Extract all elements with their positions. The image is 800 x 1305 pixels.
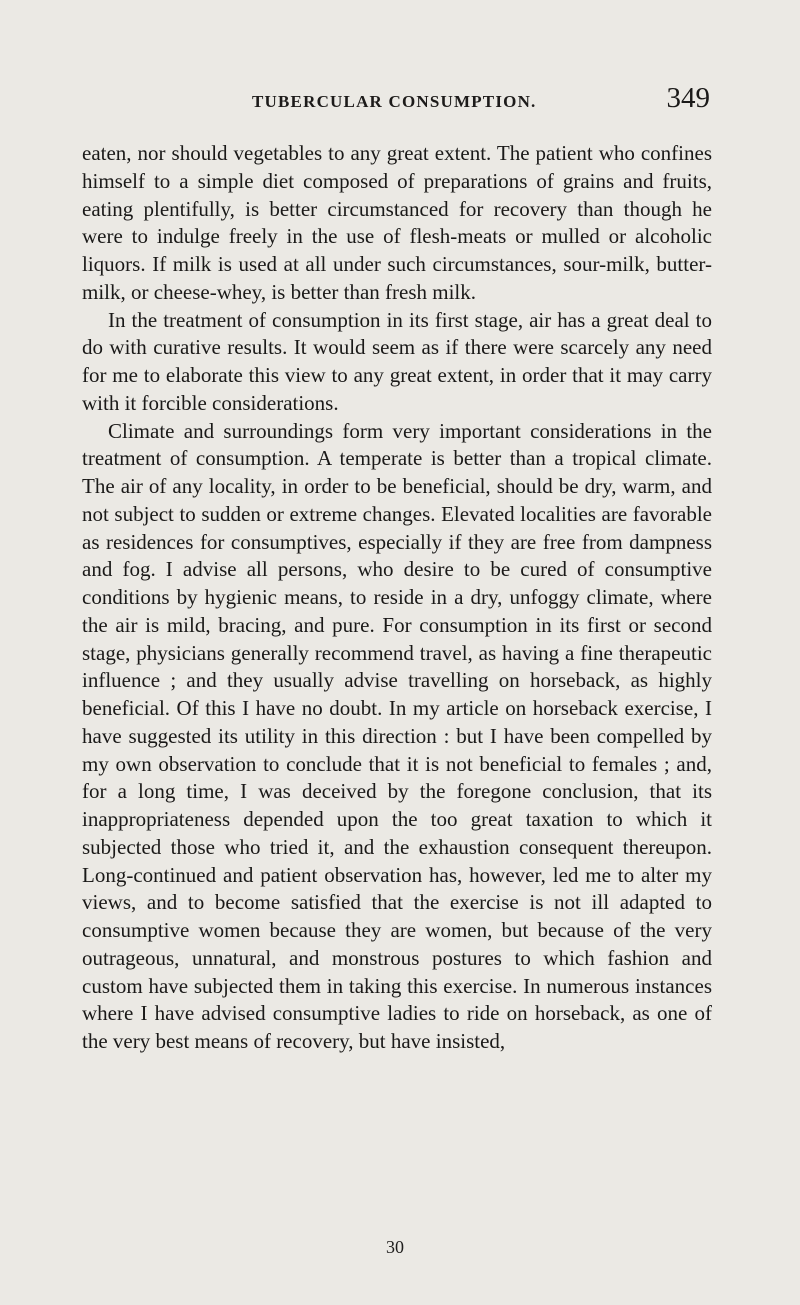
paragraph-2: In the treatment of consumption in its first stage, air has a great deal to do with curative results. It would seem as if there were scarcely any need for me to elaborate this view to any great extent, in order that it may carry with it forcible considerations. bbox=[82, 307, 712, 415]
page-header bbox=[82, 82, 712, 116]
paragraph-1: eaten, nor should vegetables to any great extent. The patient who confines himself to a simple diet composed of preparations of grains and fruits, eating plentifully, is better circumstanced for recovery than though he were to indulge freely in the use of flesh-meats or mulled or alcoholic liquors. If milk is used at all under such circumstances, sour-milk, butter-milk, or cheese-whey, is better than fresh milk. bbox=[82, 141, 712, 304]
body-text bbox=[82, 140, 712, 1056]
paragraph-3: Climate and surroundings form very important considerations in the treatment of consumption. A temperate is better than a tropical climate. The air of any locality, in order to be beneficial, should be dry, warm, and not subject to sudden or extreme changes. Elevated localities are favorable as residences for consumptives, especially if they are free from dampness and fog. I advise all persons, who desire to be cured of consumptive conditions by hygienic means, to reside in a dry, unfoggy climate, where the air is mild, bracing, and pure. For consumption in its first or second stage, physicians generally recommend travel, as having a fine therapeutic influence ; and they usually advise travelling on horseback, as highly beneficial. Of this I have no doubt. In my article on horseback exercise, I have suggested its utility in this direction : but I have been compelled by my own observation to conclude that it is not beneficial to females ; and, for a long time, I was deceived by the foregone conclusion, that its inappropriateness depended upon the too great taxation to which it subjected those who tried it, and the exhaustion consequent thereupon. Long-continued and patient observation has, however, led me to alter my views, and to become satisfied that the exercise is not ill adapted to consumptive women because they are women, but because of the very outrageous, unnatural, and monstrous postures to which fashion and custom have subjected them in taking this exercise. In numerous instances where I have advised consumptive ladies to ride on horseback, as one of the very best means of recovery, but have insisted, bbox=[82, 418, 712, 1053]
running-head: TUBERCULAR CONSUMPTION. bbox=[252, 92, 537, 111]
page-number: 349 bbox=[666, 82, 710, 114]
signature-mark: 30 bbox=[386, 1237, 404, 1257]
